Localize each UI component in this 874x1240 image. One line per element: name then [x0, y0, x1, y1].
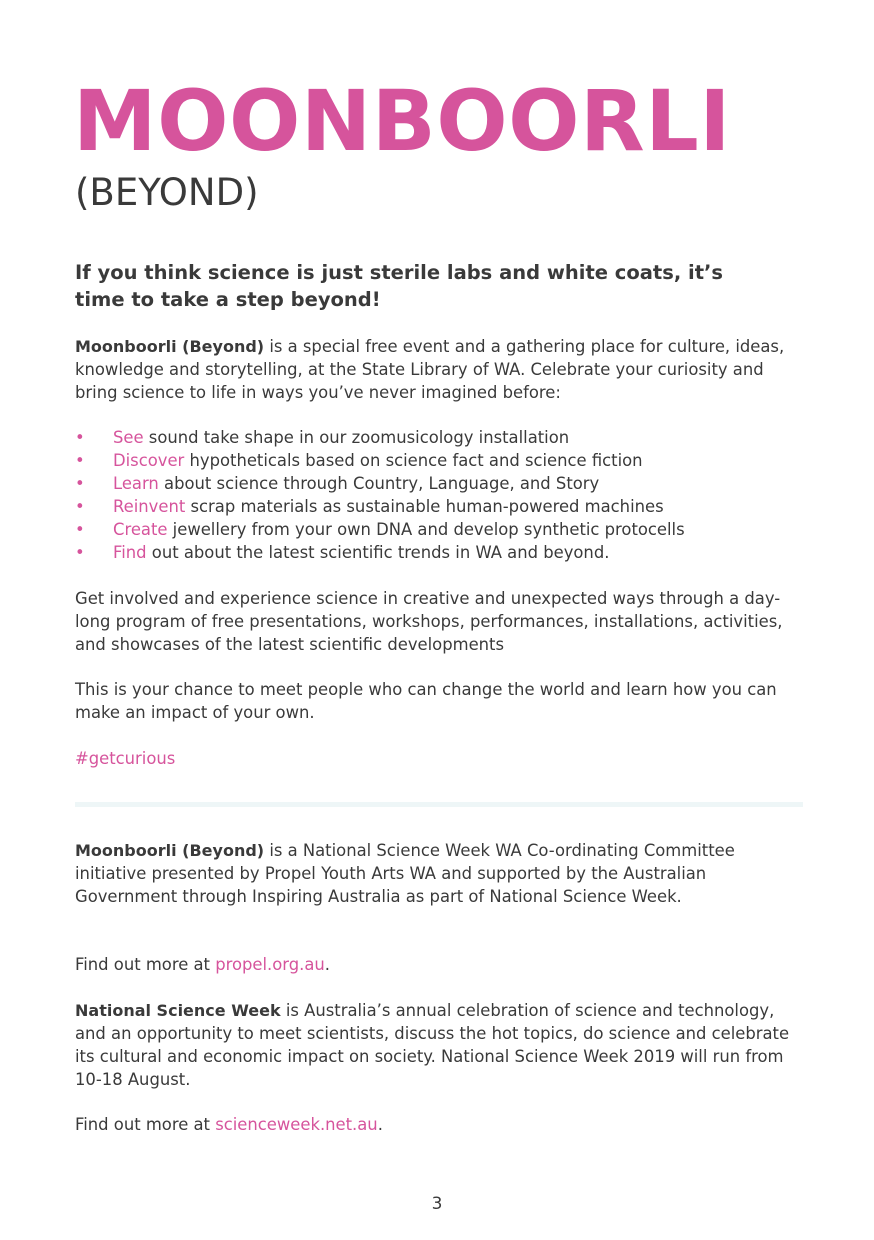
activity-text: hypotheticals based on science fact and science fiction: [184, 451, 643, 470]
find-more-propel: [75, 953, 803, 976]
find-more-prefix: Find out more at: [75, 955, 216, 974]
activity-text: out about the latest scientific trends in WA and beyond.: [146, 543, 610, 562]
list-item: [75, 495, 803, 518]
list-item: [75, 518, 803, 541]
list-item: [75, 472, 803, 495]
activity-text: jewellery from your own DNA and develop synthetic protocells: [167, 520, 685, 539]
find-more-scienceweek: [75, 1113, 803, 1136]
science-week-text: is Australia’s annual celebration of science and technology, and an opportunity to meet scientists, discuss the hot topics, do science and celebrate its cultural and economic impact on society. National Science Week 2019 will run from 10-18 August.: [75, 1001, 790, 1089]
activity-verb: Discover: [113, 451, 185, 470]
lead-paragraph: If you think science is just sterile labs and white coats, it’s time to take a step beyond!: [75, 261, 724, 311]
bullet-icon: •: [75, 543, 85, 562]
intro-paragraph: [75, 335, 803, 404]
intro-text: is a special free event and a gathering place for culture, ideas, knowledge and storytelling, at the State Library of WA. Celebrate your curiosity and bring science to life in ways you’ve never imagined before:: [75, 337, 785, 402]
program-paragraph: Get involved and experience science in creative and unexpected ways through a day-long program of free presentations, workshops, performances, installations, activities, and showcases of the latest scientific developments: [75, 589, 783, 654]
hashtag: #getcurious: [75, 749, 176, 768]
list-item: [75, 541, 803, 564]
science-week-name: National Science Week: [75, 1001, 281, 1020]
activity-text: scrap materials as sustainable human-powered machines: [185, 497, 664, 516]
activity-verb: See: [113, 428, 144, 447]
activity-verb: Find: [113, 543, 147, 562]
propel-link[interactable]: propel.org.au: [215, 955, 325, 974]
page-number: 3: [431, 1194, 443, 1214]
find-more-suffix: .: [377, 1115, 383, 1134]
bullet-icon: •: [75, 497, 85, 516]
activity-text: about science through Country, Language, and Story: [158, 474, 600, 493]
find-more-suffix: .: [324, 955, 331, 974]
about-event-name: Moonboorli (Beyond): [75, 841, 265, 860]
list-item: [75, 426, 803, 449]
section-divider: [75, 802, 803, 807]
page-subtitle: (BEYOND): [75, 171, 259, 214]
bullet-icon: •: [75, 428, 85, 447]
chance-paragraph: This is your chance to meet people who can change the world and learn how you can make an impact of your own.: [75, 680, 777, 722]
bullet-icon: •: [75, 451, 85, 470]
activity-verb: Create: [113, 520, 168, 539]
about-paragraph: [75, 839, 803, 908]
scienceweek-link[interactable]: scienceweek.net.au: [215, 1115, 378, 1134]
activity-list: [75, 426, 803, 564]
intro-event-name: Moonboorli (Beyond): [75, 337, 265, 356]
about-text: is a National Science Week WA Co-ordinating Committee initiative presented by Propel Youth Arts WA and supported by the Australian Government through Inspiring Australia as part of National Science Week.: [75, 841, 735, 906]
activity-text: sound take shape in our zoomusicology installation: [143, 428, 570, 447]
bullet-icon: •: [75, 520, 85, 539]
list-item: [75, 449, 803, 472]
find-more-prefix: Find out more at: [75, 1115, 216, 1134]
activity-verb: Learn: [113, 474, 159, 493]
activity-verb: Reinvent: [113, 497, 186, 516]
page-title: MOONBOORLI: [73, 72, 732, 170]
science-week-paragraph: [75, 999, 803, 1091]
bullet-icon: •: [75, 474, 85, 493]
